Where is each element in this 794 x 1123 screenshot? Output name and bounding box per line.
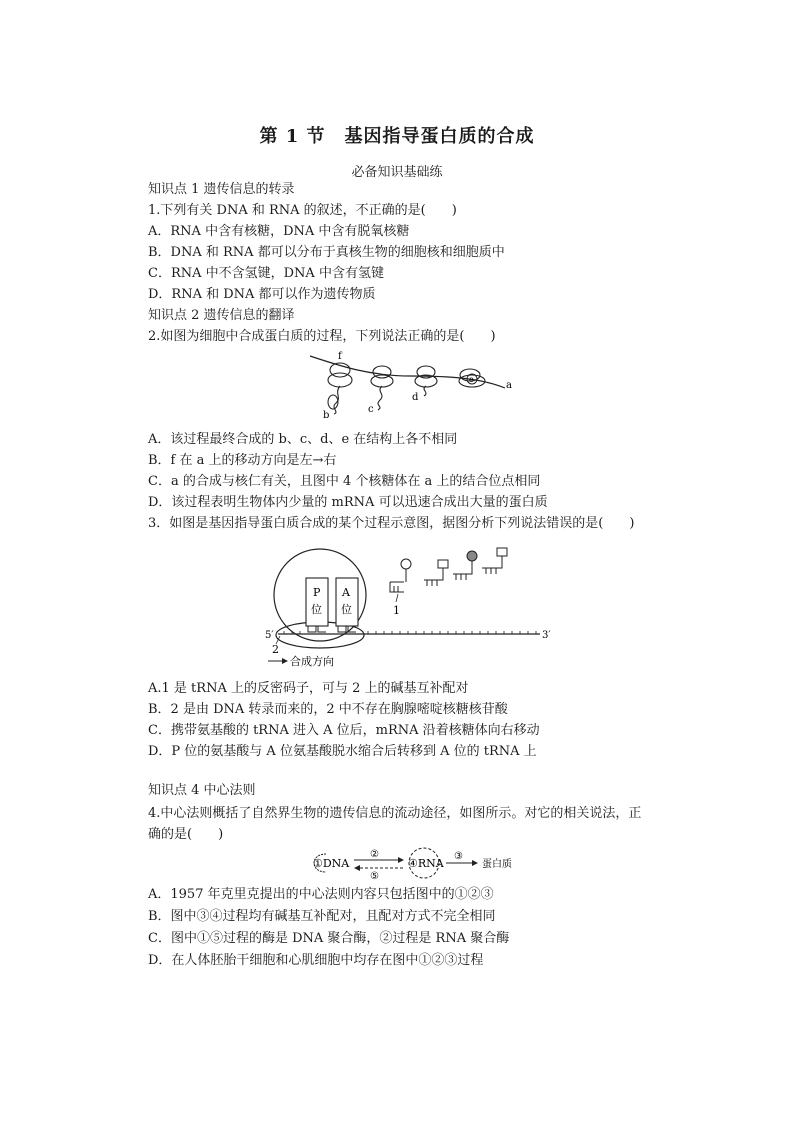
question-1-option-a: A．RNA 中含有核糖，DNA 中含有脱氧核糖 <box>148 224 410 239</box>
question-4-option-a: A．1957 年克里克提出的中心法则内容只包括图中的①②③ <box>148 887 494 902</box>
p-site-label: P <box>313 586 321 599</box>
direction-label: 合成方向 <box>290 655 334 668</box>
label-b: b <box>323 410 330 420</box>
a-site-label: A <box>342 586 350 599</box>
question-1-option-d: D．RNA 和 DNA 都可以作为遗传物质 <box>148 287 376 302</box>
translation-figure <box>260 540 560 675</box>
question-1-stem: 1.下列有关 DNA 和 RNA 的叙述，不正确的是( ) <box>148 203 457 218</box>
arrow-3-label: ③ <box>454 851 463 862</box>
question-1-option-b: B．DNA 和 RNA 都可以分布于真核生物的细胞核和细胞质中 <box>148 245 505 260</box>
question-3-stem: 3．如图是基因指导蛋白质合成的某个过程示意图，据图分析下列说法错误的是( ) <box>148 516 635 531</box>
question-2-option-b: B．f 在 a 上的移动方向是左→右 <box>148 453 337 468</box>
central-dogma-figure <box>308 846 528 880</box>
arrow-2-label: ② <box>370 849 379 860</box>
knowledge-point-4: 知识点 4 中心法则 <box>148 783 256 798</box>
question-4-stem-line-2: 确的是( ) <box>148 827 224 842</box>
polysome-figure <box>300 348 520 420</box>
page-title: 第 1 节 基因指导蛋白质的合成 <box>259 126 535 147</box>
knowledge-point-2: 知识点 2 遗传信息的翻译 <box>148 308 295 323</box>
a-site-wei: 位 <box>341 603 352 616</box>
three-prime-label: 3′ <box>542 630 551 641</box>
label-a: a <box>506 380 512 391</box>
label-1: 1 <box>393 604 400 617</box>
label-d: d <box>412 392 419 403</box>
question-2-option-d: D．该过程表明生物体内少量的 mRNA 可以迅速合成出大量的蛋白质 <box>148 495 548 510</box>
question-4-option-c: C．图中①⑤过程的酶是 DNA 聚合酶，②过程是 RNA 聚合酶 <box>148 931 510 946</box>
section-subtitle: 必备知识基础练 <box>351 165 443 180</box>
question-2-option-c: C．a 的合成与核仁有关，且图中 4 个核糖体在 a 上的结合位点相同 <box>148 474 541 489</box>
question-1-option-c: C．RNA 中不含氢键，DNA 中含有氢键 <box>148 266 384 281</box>
ribosome-2 <box>371 366 393 410</box>
five-prime-label: 5′ <box>265 630 274 641</box>
label-2: 2 <box>272 643 279 656</box>
protein-label: 蛋白质 <box>482 859 512 870</box>
dna-label: ①DNA <box>313 857 350 870</box>
question-2-option-a: A．该过程最终合成的 b、c、d、e 在结构上各不相同 <box>148 432 458 447</box>
arrow-5-label: ⑤ <box>370 871 379 880</box>
question-2-stem: 2.如图为细胞中合成蛋白质的过程，下列说法正确的是( ) <box>148 329 496 344</box>
label-f: f <box>338 351 342 362</box>
p-site-wei: 位 <box>311 603 322 616</box>
question-4-stem-line-1: 4.中心法则概括了自然界生物的遗传信息的流动途径，如图所示。对它的相关说法，正 <box>148 806 642 821</box>
question-3-option-d: D．P 位的氨基酸与 A 位氨基酸脱水缩合后转移到 A 位的 tRNA 上 <box>148 744 537 759</box>
ribosome-f <box>328 363 352 414</box>
question-4-option-d: D．在人体胚胎干细胞和心肌细胞中均存在图中①②③过程 <box>148 953 484 968</box>
label-e: e <box>469 375 474 384</box>
rna-label: ④RNA <box>408 857 444 870</box>
question-3-option-b: B．2 是由 DNA 转录而来的，2 中不存在胸腺嘧啶核糖核苷酸 <box>148 702 508 717</box>
question-3-option-a: A.1 是 tRNA 上的反密码子，可与 2 上的碱基互补配对 <box>148 681 469 696</box>
question-3-option-c: C．携带氨基酸的 tRNA 进入 A 位后，mRNA 沿着核糖体向右移动 <box>148 723 540 738</box>
label-c: c <box>368 404 374 415</box>
knowledge-point-1: 知识点 1 遗传信息的转录 <box>148 182 295 197</box>
question-4-option-b: B．图中③④过程均有碱基互补配对，且配对方式不完全相同 <box>148 909 496 924</box>
